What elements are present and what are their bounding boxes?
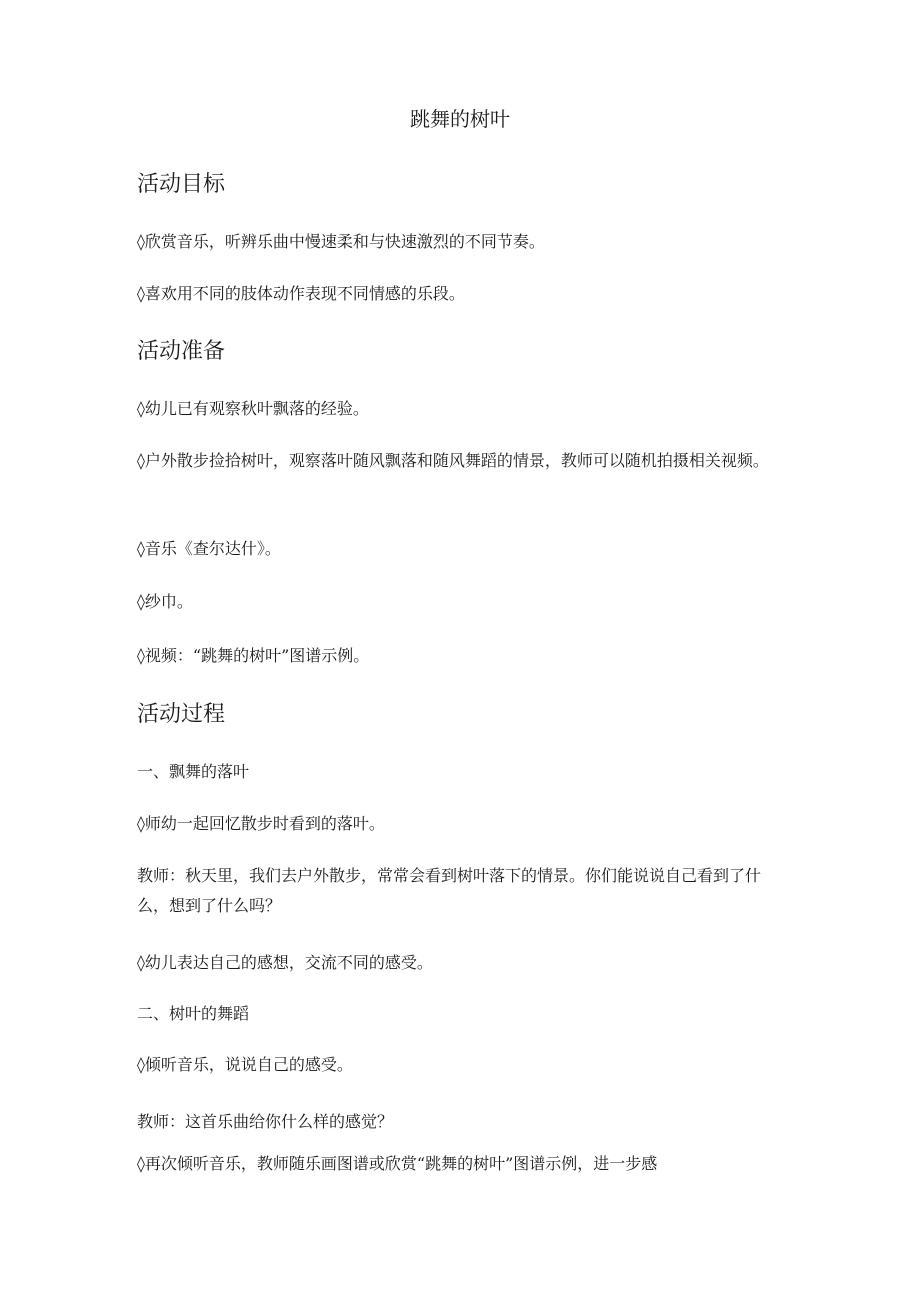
subheading: 二、树叶的舞蹈 — [137, 1004, 250, 1023]
paragraph: ◊视频：“跳舞的树叶”图谱示例。 — [137, 646, 370, 665]
paragraph: ◊再次倾听音乐，教师随乐画图谱或欣赏“跳舞的树叶”图谱示例，进一步感 — [137, 1154, 658, 1173]
section-heading-preparation: 活动准备 — [137, 339, 226, 364]
paragraph: ◊音乐《查尔达什》。 — [137, 539, 281, 558]
paragraph: 教师：这首乐曲给你什么样的感觉？ — [137, 1112, 394, 1131]
paragraph: ◊欣赏音乐，听辨乐曲中慢速柔和与快速激烈的不同节奏。 — [137, 232, 545, 251]
document-title: 跳舞的树叶 — [410, 107, 510, 131]
paragraph: 教师：秋天里，我们去户外散步，常常会看到树叶落下的情景。你们能说说自己看到了什么，想到了什么吗？ — [137, 866, 762, 915]
paragraph: ◊师幼一起回忆散步时看到的落叶。 — [137, 814, 385, 833]
section-heading-process: 活动过程 — [137, 702, 226, 727]
paragraph: ◊倾听音乐，说说自己的感受。 — [137, 1055, 353, 1074]
subheading: 一、飘舞的落叶 — [137, 762, 250, 781]
paragraph: ◊幼儿表达自己的感想，交流不同的感受。 — [137, 953, 433, 972]
paragraph: ◊纱巾。 — [137, 592, 193, 611]
paragraph: ◊户外散步捡拾树叶，观察落叶随风飘落和随风舞蹈的情景，教师可以随机拍摄相关视频。 — [137, 451, 769, 470]
paragraph: ◊幼儿已有观察秋叶飘落的经验。 — [137, 399, 369, 418]
section-heading-goals: 活动目标 — [137, 172, 226, 197]
paragraph: ◊喜欢用不同的肢体动作表现不同情感的乐段。 — [137, 284, 465, 303]
